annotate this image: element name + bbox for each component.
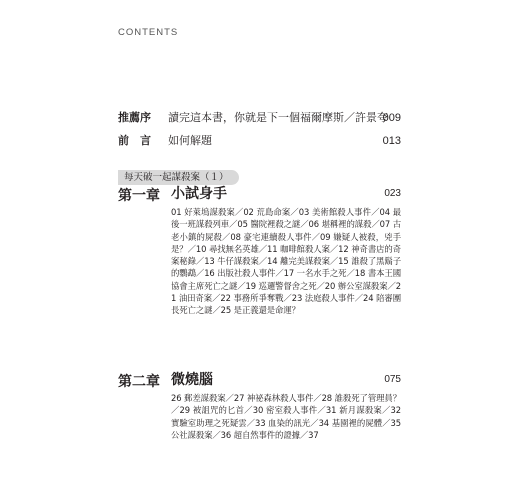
chapter-case-list: 01 好萊塢謀殺案／02 荒島命案／03 美術館殺人事件／04 最後一班謀殺列車／05 醫院裡殺之謎／06 堪稱裡的謀殺／07 古老小鎮的屍殺／08 豪宅連續殺人事件／09 嫌疑人被殺，兇手是？／10 尋找無名英雄／11 咖啡館殺人案／12 神奇書店的奇案秘錄／13 牛仔謀殺案／14 離完美謀殺案／15 誰殺了黑鬍子的鸚鵡／16 出版社殺人事件／17 一名水手之死／18 書本王國協會主席死亡之謎／19 巡邏警督舍之死／20 辦公室謀殺案／21 油田奇案／22 事務所爭奪戰／23 法庭殺人事件／24 陪審團長死亡之謎／25 是正義還是命運？: [171, 207, 401, 316]
chapter-number: 第一章: [118, 188, 160, 204]
intro-row-foreword: [118, 134, 401, 148]
chapter-page-number: 023: [384, 188, 401, 199]
chapter-2: [118, 371, 401, 440]
chapter-title: 微燒腦: [171, 372, 213, 388]
chapter-1: [118, 185, 401, 316]
intro-title: 如何解題: [168, 134, 212, 147]
chapter-case-list: 26 郵差謀殺案／27 神祕森林殺人事件／28 誰殺死了管理員？／29 被詛咒的匕首／30 密室殺人事件／31 新月謀殺案／32 實驗室助理之死疑雲／33 血染的訊光／34 基園裡的屍體／35 公社謀殺案／36 超自然事件的證據／37: [171, 393, 401, 440]
intro-label: 前 言: [118, 134, 151, 147]
contents-heading: CONTENTS: [118, 27, 179, 38]
chapter-title: 小試身手: [171, 186, 227, 202]
section-banner: 每天破一起謀殺案（１）: [118, 170, 239, 185]
intro-label: 推薦序: [118, 111, 151, 124]
chapter-page-number: 075: [384, 374, 401, 385]
intro-page-number: 009: [382, 112, 401, 124]
chapter-number: 第二章: [118, 374, 160, 390]
intro-title: 讀完這本書，你就是下一個福爾摩斯／許景夸: [168, 111, 388, 124]
intro-page-number: 013: [382, 135, 401, 147]
intro-row-preface: [118, 111, 401, 125]
